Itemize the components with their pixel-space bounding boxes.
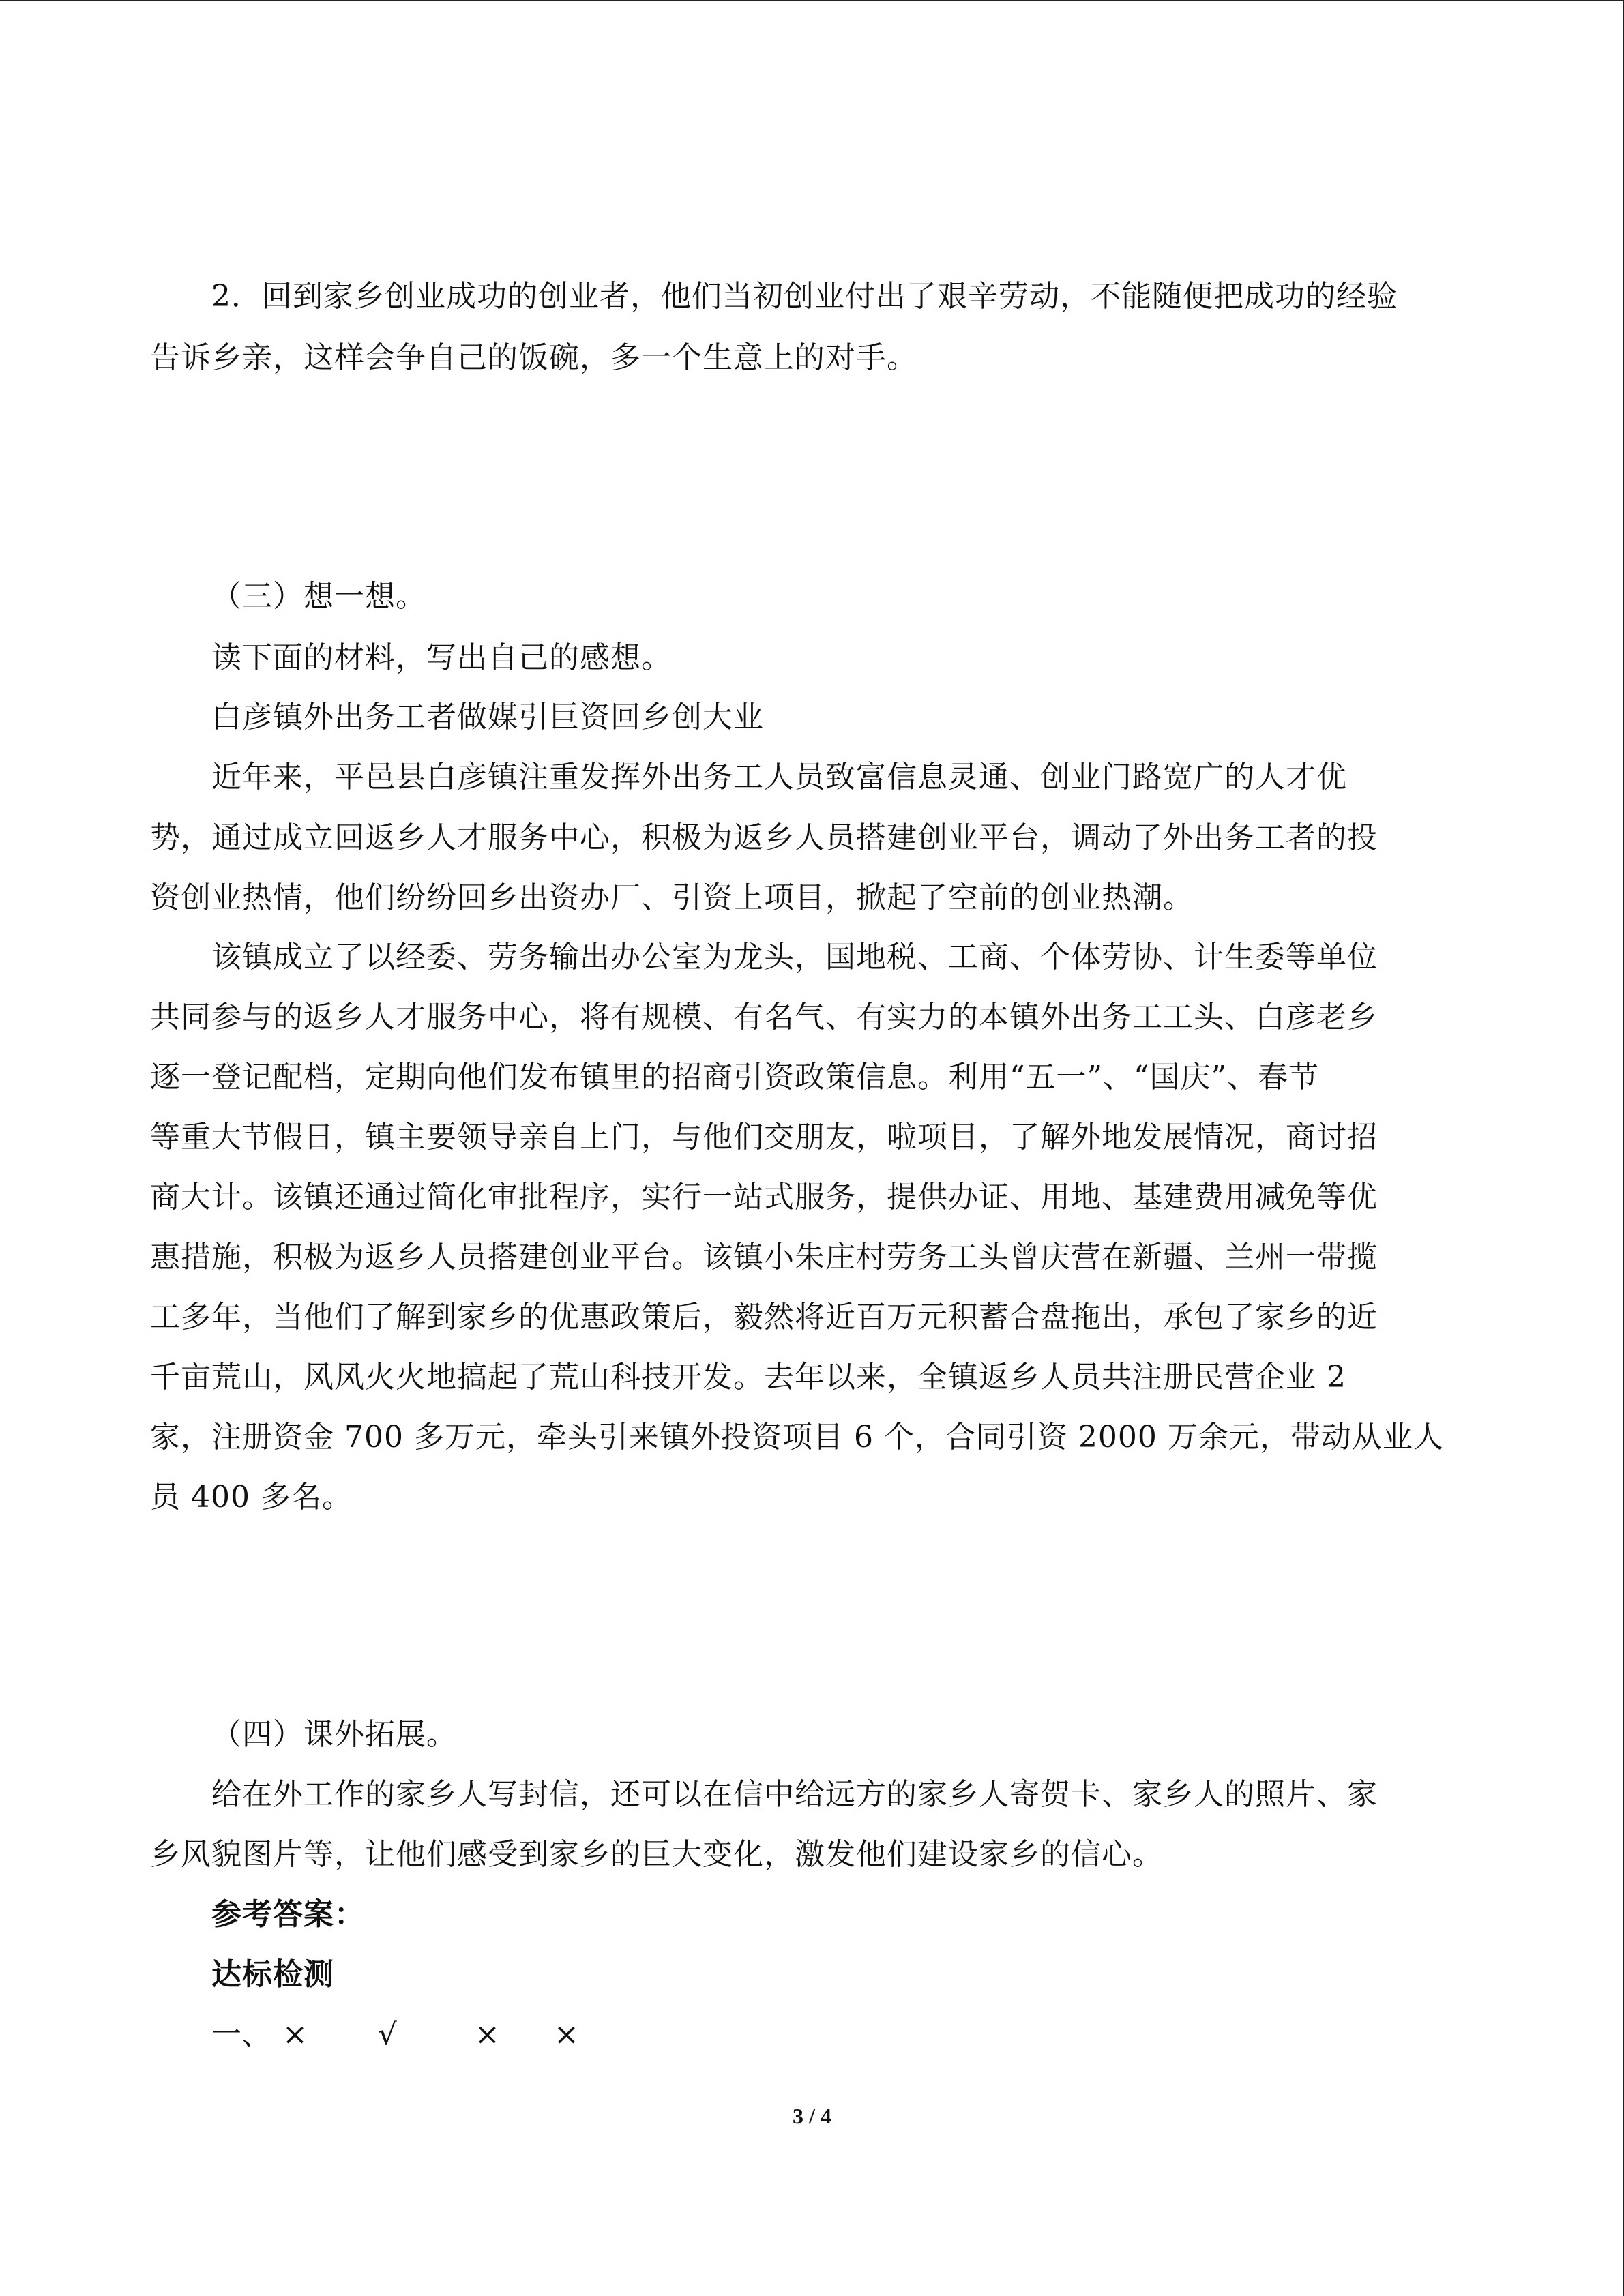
paragraph-2-line-2: 告诉乡亲，这样会争自己的饭碗，多一个生意上的对手。: [150, 340, 917, 375]
answer-prefix: 一、: [211, 2017, 271, 2052]
article-paragraph-2-line: 千亩荒山，风风火火地搞起了荒山科技开发。去年以来，全镇返乡人员共注册民营企业 2: [150, 1360, 1346, 1395]
article-paragraph-2-line: 员 400 多名。: [150, 1480, 353, 1515]
article-paragraph-2-line: 逐一登记配档，定期向他们发布镇里的招商引资政策信息。利用“五一”、“国庆”、春节: [150, 1060, 1319, 1094]
article-paragraph-2-line: 共同参与的返乡人才服务中心，将有规模、有名气、有实力的本镇外出务工工头、白彦老乡: [150, 1000, 1378, 1034]
cross-mark: ×: [282, 2017, 308, 2052]
article-title: 白彦镇外出务工者做媒引巨资回乡创大业: [211, 700, 764, 734]
cross-mark: ×: [475, 2017, 500, 2052]
paragraph-2-line-1: 2．回到家乡创业成功的创业者，他们当初创业付出了艰辛劳动，不能随便把成功的经验: [211, 279, 1398, 314]
section-4-heading: （四）课外拓展。: [211, 1717, 457, 1752]
article-paragraph-2-line: 等重大节假日，镇主要领导亲自上门，与他们交朋友，啦项目，了解外地发展情况，商讨招: [150, 1120, 1378, 1154]
article-paragraph-2-line: 家，注册资金 700 多万元，牵头引来镇外投资项目 6 个，合同引资 2000 万余元，带动从业人: [150, 1420, 1444, 1455]
check-mark: √: [378, 2017, 398, 2052]
article-paragraph-1-line: 势，通过成立回返乡人才服务中心，积极为返乡人员搭建创业平台，调动了外出务工者的投: [150, 820, 1378, 855]
section-3-heading: （三）想一想。: [211, 579, 426, 614]
answer-subheading: 达标检测: [211, 1957, 334, 1992]
article-paragraph-2-line: 商大计。该镇还通过简化审批程序，实行一站式服务，提供办证、用地、基建费用减免等优: [150, 1180, 1378, 1214]
article-paragraph-1-line: 资创业热情，他们纷纷回乡出资办厂、引资上项目，掀起了空前的创业热潮。: [150, 880, 1194, 915]
article-paragraph-2-line: 惠措施，积极为返乡人员搭建创业平台。该镇小朱庄村劳务工头曾庆营在新疆、兰州一带揽: [150, 1240, 1378, 1274]
section-3-instruction: 读下面的材料，写出自己的感想。: [211, 640, 672, 675]
answer-row: [211, 2014, 579, 2055]
section-4-text-line: 给在外工作的家乡人写封信，还可以在信中给远方的家乡人寄贺卡、家乡人的照片、家: [211, 1777, 1378, 1812]
article-paragraph-2-line: 该镇成立了以经委、劳务输出办公室为龙头，国地税、工商、个体劳协、计生委等单位: [211, 940, 1378, 974]
page-number: 3 / 4: [793, 2104, 831, 2128]
cross-mark: ×: [554, 2017, 579, 2052]
article-paragraph-2-line: 工多年，当他们了解到家乡的优惠政策后，毅然将近百万元积蓄合盘拖出，承包了家乡的近: [150, 1300, 1378, 1335]
article-paragraph-1-line: 近年来，平邑县白彦镇注重发挥外出务工人员致富信息灵通、创业门路宽广的人才优: [211, 760, 1347, 794]
answer-heading: 参考答案：: [211, 1897, 365, 1932]
section-4-text-line: 乡风貌图片等，让他们感受到家乡的巨大变化，激发他们建设家乡的信心。: [150, 1837, 1163, 1872]
